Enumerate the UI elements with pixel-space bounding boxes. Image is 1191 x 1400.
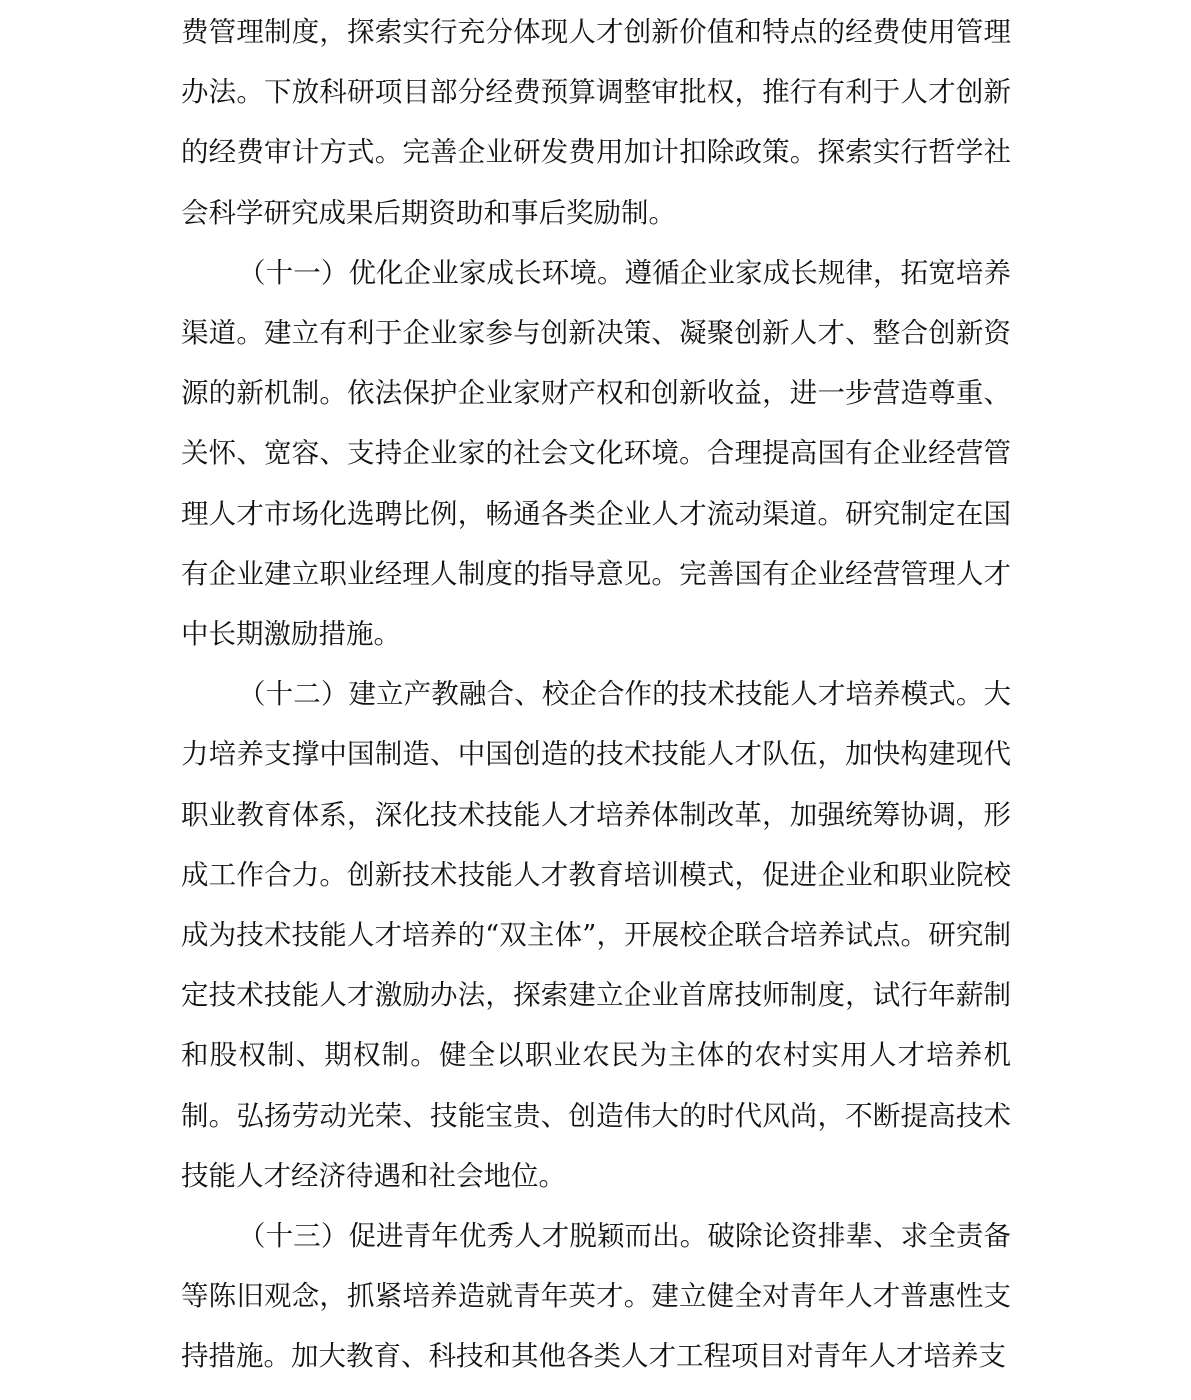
paragraph-section-11: （十一）优化企业家成长环境。遵循企业家成长规律，拓宽培养渠道。建立有利于企业家参与创新决策、凝聚创新人才、整合创新资源的新机制。依法保护企业家财产权和创新收益，进一步营造尊重、关怀、宽容、支持企业家的社会文化环境。合理提高国有企业经营管理人才市场化选聘比例，畅通各类企业人才流动渠道。研究制定在国有企业建立职业经理人制度的指导意见。完善国有企业经营管理人才中长期激励措施。 bbox=[181, 256, 1011, 651]
paragraph-continued: 费管理制度，探索实行充分体现人才创新价值和特点的经费使用管理办法。下放科研项目部分经费预算调整审批权，推行有利于人才创新的经费审计方式。完善企业研发费用加计扣除政策。探索实行哲学社会科学研究成果后期资助和事后奖励制。 bbox=[181, 16, 1011, 229]
paragraph-section-13: （十三）促进青年优秀人才脱颖而出。破除论资排辈、求全责备等陈旧观念，抓紧培养造就青年英才。建立健全对青年人才普惠性支持措施。加大教育、科技和其他各类人才工程项目对青年人才培养支 bbox=[181, 1220, 1011, 1373]
paragraph-section-12: （十二）建立产教融合、校企合作的技术技能人才培养模式。大力培养支撑中国制造、中国创造的技术技能人才队伍，加快构建现代职业教育体系，深化技术技能人才培养体制改革，加强统筹协调，形成工作合力。创新技术技能人才教育培训模式，促进企业和职业院校成为技术技能人才培养的“双主体”，开展校企联合培养试点。研究制定技术技能人才激励办法，探索建立企业首席技师制度，试行年薪制和股权制、期权制。健全以职业农民为主体的农村实用人才培养机制。弘扬劳动光荣、技能宝贵、创造伟大的时代风尚，不断提高技术技能人才经济待遇和社会地位。 bbox=[181, 678, 1011, 1192]
document-body bbox=[181, 2, 1011, 1387]
